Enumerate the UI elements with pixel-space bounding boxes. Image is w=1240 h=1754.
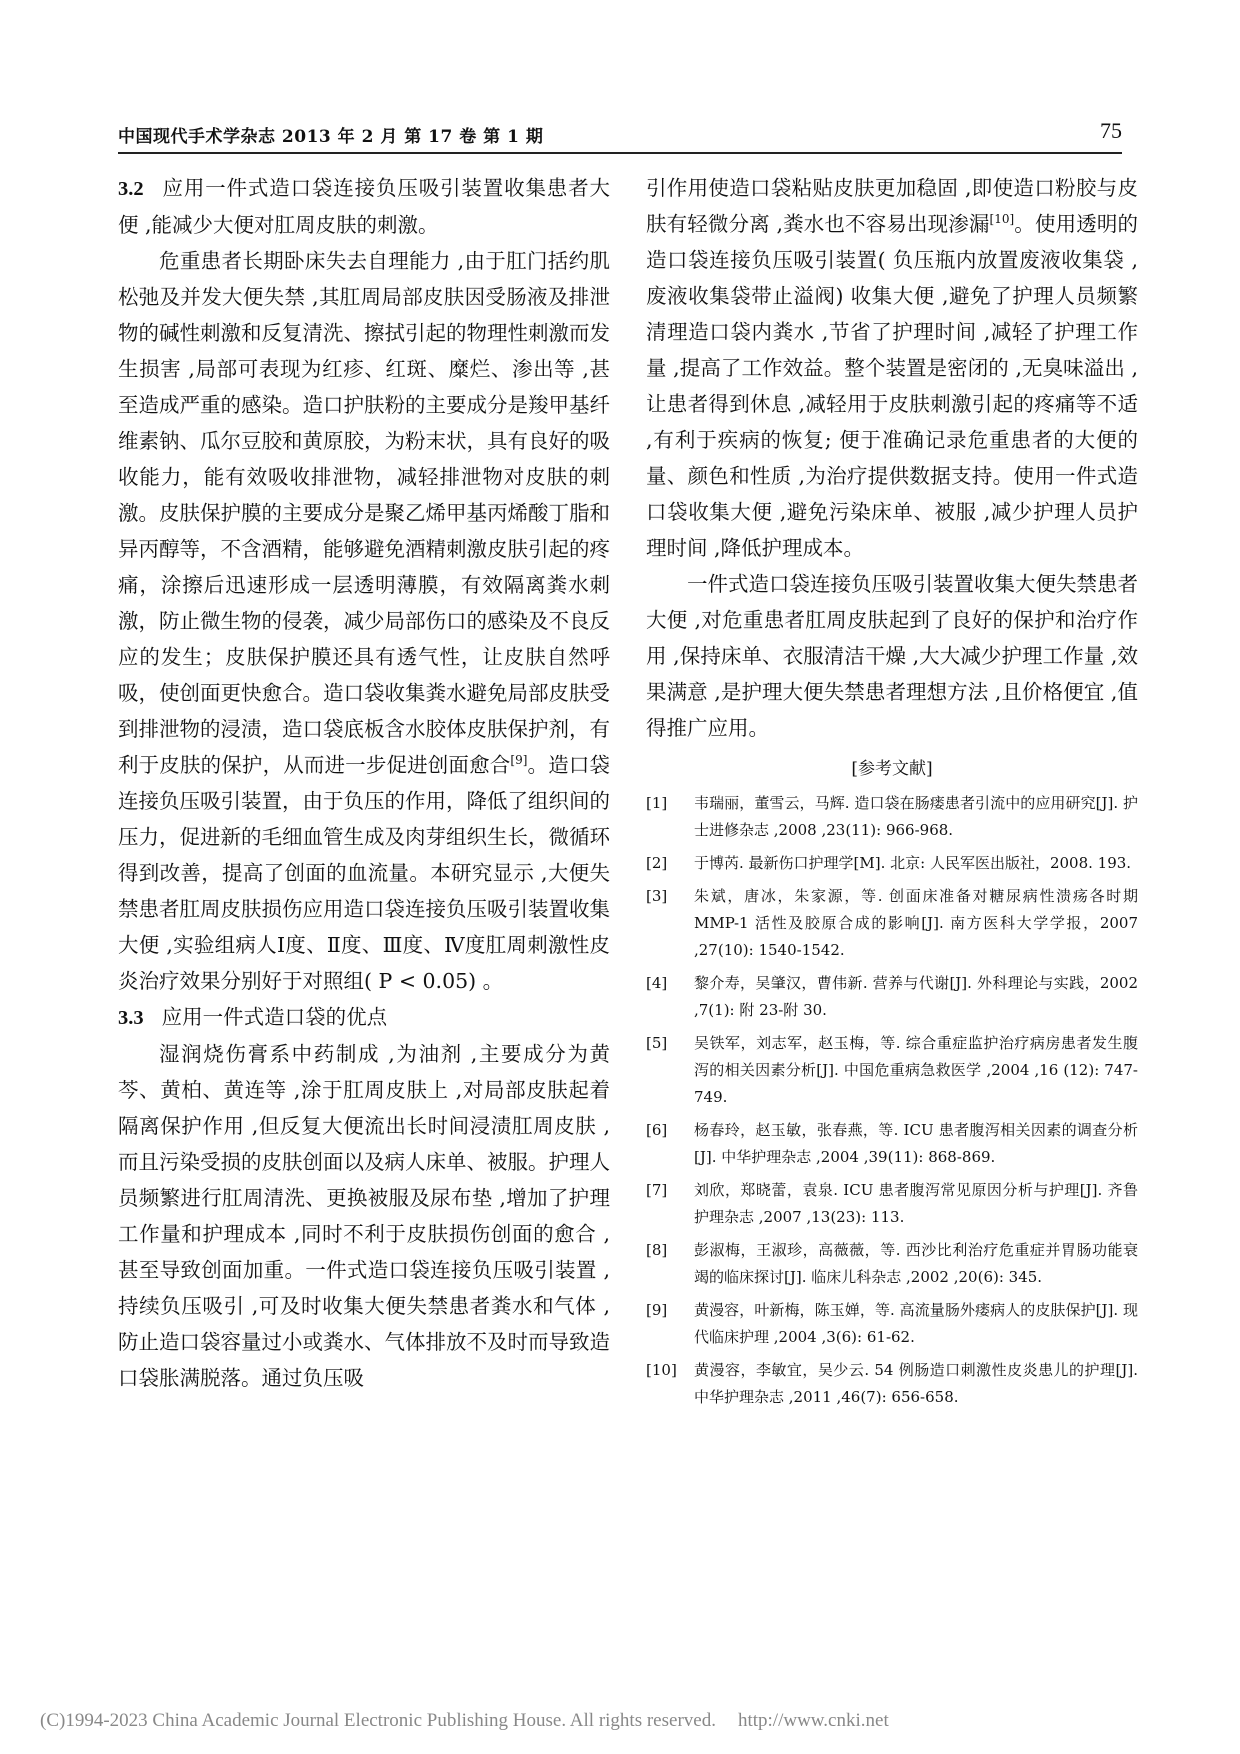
reference-list <box>646 790 1138 1411</box>
reference-number: [3] <box>646 887 668 905</box>
right-column <box>646 170 1138 1417</box>
left-column <box>118 170 610 1396</box>
paragraph: 一件式造口袋连接负压吸引装置收集大便失禁患者大便 ,对危重患者肛周皮肤起到了良好的保护和治疗作用 ,保持床单、衣服清洁干燥 ,大大减少护理工作量 ,效果满意 ,是护理大便失禁患者理想方法 ,且价格便宜 ,值得推广应用。 <box>646 572 1138 740</box>
reference-item <box>646 1237 1138 1291</box>
section-3-2-heading <box>118 170 610 243</box>
reference-item <box>646 1357 1138 1411</box>
reference-item <box>646 790 1138 844</box>
reference-text: 朱斌，唐冰，朱家源，等. 创面床准备对糖尿病性溃疡各时期 MMP-1 活性及胶原合成的影响[J]. 南方医科大学学报，2007 ,27(10): 1540-1542. <box>694 887 1138 959</box>
reference-item <box>646 1297 1138 1351</box>
page-footer <box>40 1710 889 1732</box>
reference-text: 彭淑梅，王淑珍，高薇薇，等. 西沙比利治疗危重症并胃肠功能衰竭的临床探讨[J]. 临床儿科杂志 ,2002 ,20(6): 345. <box>694 1241 1138 1286</box>
section-number: 3.3 <box>118 1007 144 1029</box>
paragraph-text: 。使用透明的造口袋连接负压吸引装置( 负压瓶内放置废液收集袋 ,废液收集袋带止溢阀) 收集大便 ,避免了护理人员频繁清理造口袋内粪水 ,节省了护理时间 ,减轻了护理工作量 ,提高了工作效益。整个装置是密闭的 ,无臭味溢出 ,让患者得到休息 ,减轻用于皮肤刺激引起的疼痛等不适 ,有利于疾病的恢复; 便于准确记录危重患者的大便的量、颜色和性质 ,为治疗提供数据支持。使用一件式造口袋收集大便 ,避免污染床单、被服 ,减少护理人员护理时间 ,降低护理成本。 <box>646 212 1138 560</box>
paragraph-text: 。造口袋连接负压吸引装置，由于负压的作用，降低了组织间的压力，促进新的毛细血管生成及肉芽组织生长，微循环得到改善，提高了创面的血流量。本研究显示 ,大便失禁患者肛周皮肤损伤应用造口袋连接负压吸引装置收集大便 ,实验组病人Ⅰ度、Ⅱ度、Ⅲ度、Ⅳ度肛周刺激性皮炎治疗效果分别好于对照组( P < 0.05) 。 <box>118 753 610 993</box>
paragraph-text: 引作用使造口袋粘贴皮肤更加稳固 ,即使造口粉胶与皮肤有轻微分离 ,粪水也不容易出现渗漏 <box>646 176 1138 236</box>
reference-text: 韦瑞丽，董雪云，马辉. 造口袋在肠瘘患者引流中的应用研究[J]. 护士进修杂志 ,2008 ,23(11): 966-968. <box>694 794 1138 839</box>
paragraph <box>646 170 1138 566</box>
reference-number: [1] <box>646 794 668 812</box>
reference-text: 于博芮. 最新伤口护理学[M]. 北京: 人民军医出版社，2008. 193. <box>694 854 1132 872</box>
section-title: 应用一件式造口袋连接负压吸引装置收集患者大便 ,能减少大便对肛周皮肤的刺激。 <box>118 176 610 237</box>
section-number: 3.2 <box>118 178 144 200</box>
reference-item <box>646 1117 1138 1171</box>
reference-text: 黄漫容，叶新梅，陈玉婵，等. 高流量肠外瘘病人的皮肤保护[J]. 现代临床护理 ,2004 ,3(6): 61-62. <box>694 1301 1138 1346</box>
journal-title: 中国现代手术学杂志 2013 年 2 月 第 17 卷 第 1 期 <box>118 127 544 147</box>
paragraph-text: 危重患者长期卧床失去自理能力 ,由于肛门括约肌松弛及并发大便失禁 ,其肛周局部皮肤因受肠液及排泄物的碱性刺激和反复清洗、擦拭引起的物理性刺激而发生损害 ,局部可表现为红疹、红斑、糜烂、渗出等 ,甚至造成严重的感染。造口护肤粉的主要成分是羧甲基纤维素钠、瓜尔豆胶和黄原胶，为粉末状，具有良好的吸收能力，能有效吸收排泄物，减轻排泄物对皮肤的刺激。皮肤保护膜的主要成分是聚乙烯甲基丙烯酸丁脂和异丙醇等，不含酒精，能够避免酒精刺激皮肤引起的疼痛，涂擦后迅速形成一层透明薄膜，有效隔离粪水刺激，防止微生物的侵袭，减少局部伤口的感染及不良反应的发生；皮肤保护膜还具有透气性，让皮肤自然呼吸，使创面更快愈合。造口袋收集粪水避免局部皮肤受到排泄物的浸渍，造口袋底板含水胶体皮肤保护剂，有利于皮肤的保护，从而进一步促进创面愈合 <box>118 249 610 777</box>
paragraph <box>118 243 610 999</box>
reference-number: [9] <box>646 1301 668 1319</box>
citation: [10] <box>989 212 1015 227</box>
reference-number: [2] <box>646 854 668 872</box>
copyright-notice: (C)1994-2023 China Academic Journal Electronic Publishing House. All rights reserved. <box>40 1710 716 1731</box>
reference-text: 刘欣，郑晓蕾，袁泉. ICU 患者腹泻常见原因分析与护理[J]. 齐鲁护理杂志 ,2007 ,13(23): 113. <box>694 1181 1138 1226</box>
reference-text: 吴铁军，刘志军，赵玉梅，等. 综合重症监护治疗病房患者发生腹泻的相关因素分析[J]. 中国危重病急救医学 ,2004 ,16 (12): 747-749. <box>694 1034 1138 1106</box>
reference-item <box>646 1030 1138 1111</box>
page-header <box>118 118 1122 154</box>
page-number: 75 <box>1100 118 1122 143</box>
reference-number: [7] <box>646 1181 668 1199</box>
reference-number: [8] <box>646 1241 668 1259</box>
section-3-3-heading <box>118 999 610 1036</box>
reference-item <box>646 883 1138 964</box>
references-heading: [参考文献] <box>851 759 933 779</box>
reference-number: [4] <box>646 974 668 992</box>
reference-item <box>646 850 1138 877</box>
section-title: 应用一件式造口袋的优点 <box>161 1005 388 1029</box>
reference-text: 杨春玲，赵玉敏，张春燕，等. ICU 患者腹泻相关因素的调查分析[J]. 中华护理杂志 ,2004 ,39(11): 868-869. <box>694 1121 1138 1166</box>
paragraph: 湿润烧伤膏系中药制成 ,为油剂 ,主要成分为黄芩、黄柏、黄连等 ,涂于肛周皮肤上 ,对局部皮肤起着隔离保护作用 ,但反复大便流出长时间浸渍肛周皮肤 ,而且污染受损的皮肤创面以及病人床单、被服。护理人员频繁进行肛周清洗、更换被服及尿布垫 ,增加了护理工作量和护理成本 ,同时不利于皮肤损伤创面的愈合 ,甚至导致创面加重。一件式造口袋连接负压吸引装置 ,持续负压吸引 ,可及时收集大便失禁患者粪水和气体 ,防止造口袋容量过小或粪水、气体排放不及时而导致造口袋胀满脱落。通过负压吸 <box>118 1042 610 1390</box>
reference-text: 黎介寿，吴肇汉，曹伟新. 营养与代谢[J]. 外科理论与实践，2002 ,7(1): 附 23-附 30. <box>694 974 1138 1019</box>
reference-text: 黄漫容，李敏宜，吴少云. 54 例肠造口刺激性皮炎患儿的护理[J]. 中华护理杂志 ,2011 ,46(7): 656-658. <box>694 1361 1138 1406</box>
citation: [9] <box>510 753 528 768</box>
reference-number: [10] <box>646 1361 677 1379</box>
reference-item <box>646 970 1138 1024</box>
reference-item <box>646 1177 1138 1231</box>
cnki-link[interactable]: http://www.cnki.net <box>737 1710 889 1731</box>
reference-number: [6] <box>646 1121 668 1139</box>
reference-number: [5] <box>646 1034 668 1052</box>
